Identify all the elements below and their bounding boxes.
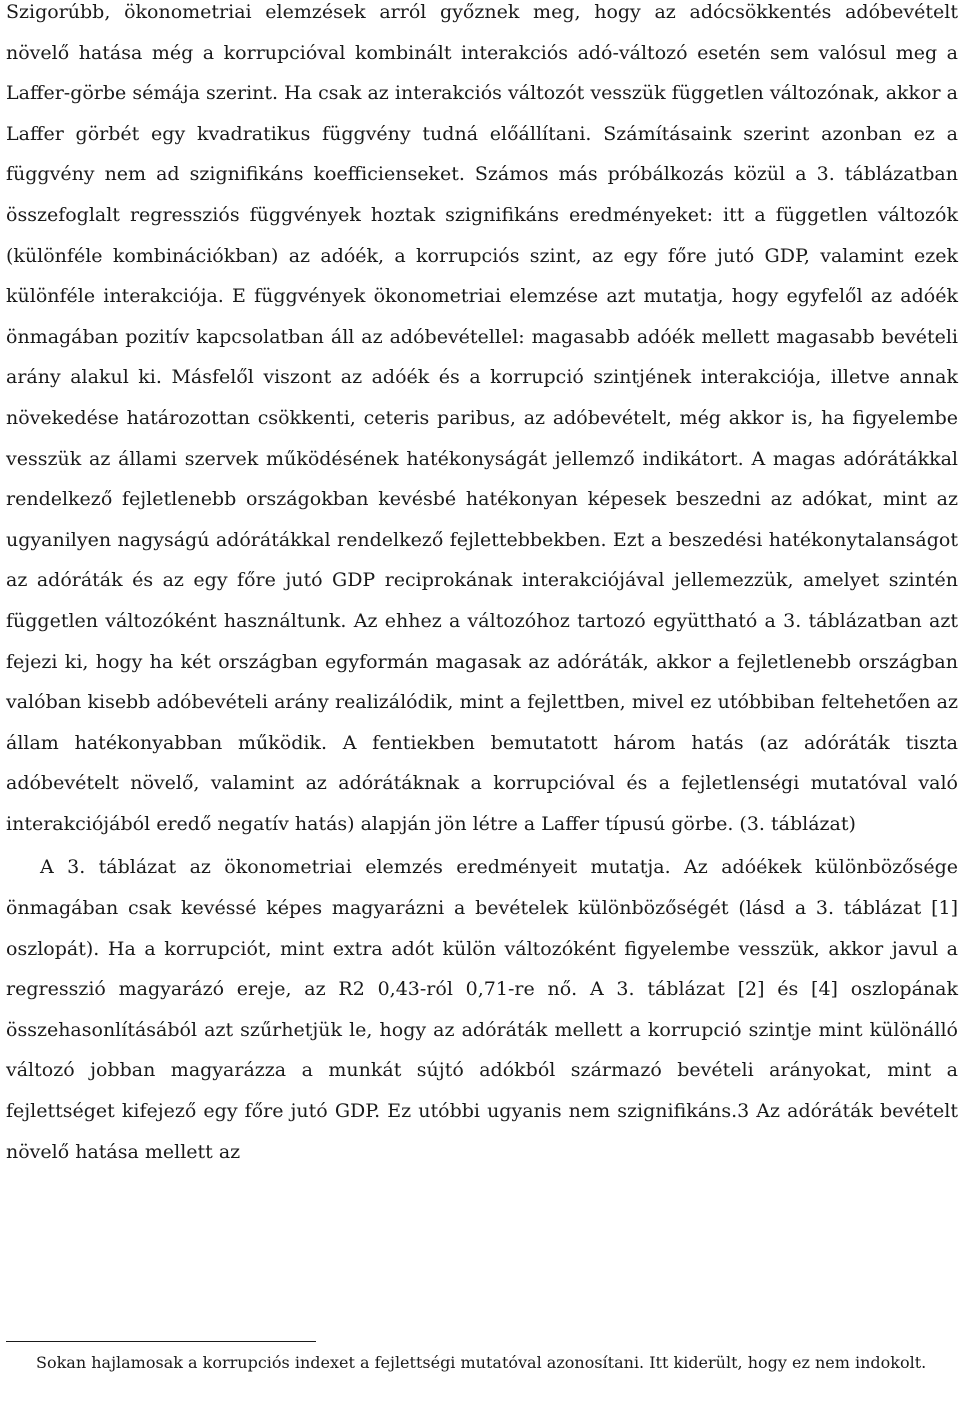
body-paragraph: Szigorúbb, ökonometriai elemzések arról győznek meg, hogy az adócsökkentés adóbevételt növelő hatása még a korrupcióval kombinált interakciós adó-változó esetén sem valósul meg a Laffer-görbe sémája szerint. Ha csak az interakciós változót vesszük független változónak, akkor a Laffer görbét egy kvadratikus függvény tudná előállítani. Számításaink szerint azonban ez a függvény nem ad szignifikáns koefficienseket. Számos más próbálkozás közül a 3. táblázatban összefoglalt regressziós függvények hoztak szignifikáns eredményeket: itt a független változók (különféle kombinációkban) az adóék, a korrupciós szint, az egy főre jutó GDP, valamint ezek különféle interakciója. E függvények ökonometriai elemzése azt mutatja, hogy egyfelől az adóék önmagában pozitív kapcsolatban áll az adóbevétellel: magasabb adóék mellett magasabb bevételi arány alakul ki. Másfelől viszont az adóék és a korrupció szintjének interakciója, illetve annak növekedése határozottan csökkenti, ceteris paribus, az adóbevételt, még akkor is, ha figyelembe vesszük az állami szervek működésének hatékonyságát jellemző indikátort. A magas adórátákkal rendelkező fejletlenebb országokban kevésbé hatékonyan képesek beszedni az adókat, mint az ugyanilyen nagyságú adórátákkal rendelkező fejlettebbekben. Ezt a beszedési hatékonytalanságot az adóráták és az egy főre jutó GDP reciprokának interakciójával jellemezzük, amelyet szintén független változóként használtunk. Az ehhez a változóhoz tartozó együttható a 3. táblázatban azt fejezi ki, hogy ha két országban egyformán magasak az adóráták, akkor a fejletlenebb országban valóban kisebb adóbevételi arány realizálódik, mint a fejlettben, mivel ez utóbbiban feltehetően az állam hatékonyabban működik. A fentiekben bemutatott három hatás (az adóráták tiszta adóbevételt növelő, valamint az adórátáknak a korrupcióval és a fejletlenségi mutatóval való interakciójából eredő negatív hatás) alapján jön létre a Laffer típusú görbe. (3. táblázat) (6, 1, 958, 835)
footnote-text: Sokan hajlamosak a korrupciós indexet a fejlettségi mutatóval azonosítani. Itt kiderült, hogy ez nem indokolt. (36, 1353, 927, 1372)
body-paragraph: A 3. táblázat az ökonometriai elemzés eredményeit mutatja. Az adóékek különbözősége önmagában csak kevéssé képes magyarázni a bevételek különbözőségét (lásd a 3. táblázat [1] oszlopát). Ha a korrupciót, mint extra adót külön változóként figyelembe vesszük, akkor javul a regresszió magyarázó ereje, az R2 0,43-ról 0,71-re nő. A 3. táblázat [2] és [4] oszlopának összehasonlításából azt szűrhetjük le, hogy az adóráták mellett a korrupció szintje mint különálló változó jobban magyarázza a munkát sújtó adókból származó bevételi arányokat, mint a fejlettséget kifejező egy főre jutó GDP. Ez utóbbi ugyanis nem szignifikáns.3 Az adóráták bevételt növelő hatása mellett az (6, 856, 958, 1163)
footnote-separator (6, 1341, 316, 1342)
document-page (6, 0, 958, 1172)
footnote (6, 1352, 958, 1374)
footnote-mark (6, 1352, 36, 1374)
